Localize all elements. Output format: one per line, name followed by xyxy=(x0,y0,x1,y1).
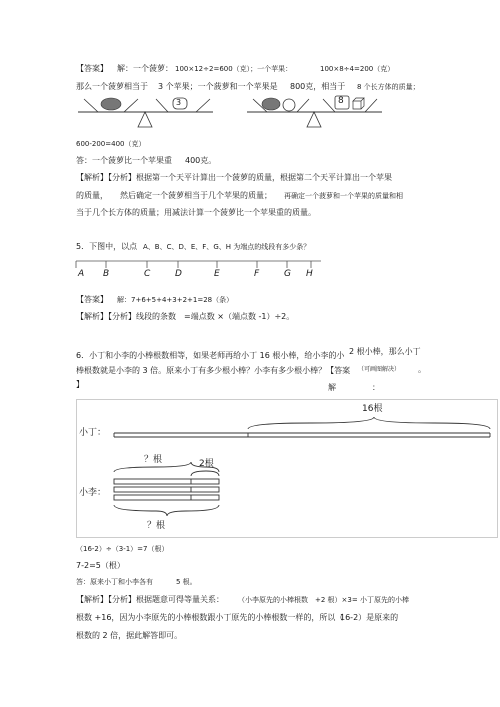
two-brace xyxy=(191,471,219,476)
solution-text: 答：原来小丁和小李各有 xyxy=(76,578,153,586)
li-bar-1 xyxy=(114,479,219,484)
bar-model-shapes xyxy=(76,399,496,536)
answer-label: 【答案】 xyxy=(76,64,108,73)
apple-icon xyxy=(283,99,295,111)
solution-text: 5 根。 xyxy=(176,578,197,586)
point-label-F: F xyxy=(254,269,260,279)
answer-text: 800克，相当于 xyxy=(290,82,346,91)
answer-text: 解：一个菠萝： xyxy=(117,64,173,73)
li-label: 小李： xyxy=(79,488,107,498)
point-label-D: D xyxy=(175,269,182,279)
question-6-text: 棒根数就是小李的 3 倍。原来小丁有多少根小棒？小李有多少根小棒？【答案 xyxy=(76,366,351,375)
question-6-text: 解 xyxy=(328,383,336,392)
question-6-text: 。 xyxy=(418,365,426,374)
answer-text: 那么一个菠萝相当于 xyxy=(76,82,148,91)
li-unknown-label: ？根 xyxy=(144,455,163,465)
two-sticks-label: 2根 xyxy=(199,459,214,469)
answer-text: 100×12÷2=600（克）；一个苹果： xyxy=(175,65,293,73)
question-6-hint: （可画图解决） xyxy=(358,366,401,373)
cuboid-count-label: 8 xyxy=(338,96,344,106)
point-label-H: H xyxy=(306,269,313,279)
balance-scale-2 xyxy=(247,94,382,132)
analysis-text: 然后确定一个菠萝相当于几个苹果的质量； xyxy=(120,191,272,200)
analysis-text: 【解析】【分析】根据第一个天平计算出一个菠萝的质量，根据第二个天平计算出一个苹果 xyxy=(76,173,392,182)
solution-text: （16-2）÷（3-1）=7（根） xyxy=(76,545,169,553)
answer-text: 答：一个菠萝比一个苹果重 xyxy=(76,156,172,165)
point-label-A: A xyxy=(78,269,85,279)
cuboid-icon xyxy=(353,98,364,109)
answer-text: 600-200=400（克） xyxy=(76,140,146,148)
question-6-text: 2 根小棒，那么小丁 xyxy=(349,347,421,356)
answer-text: 100×8÷4=200（克） xyxy=(320,65,395,73)
question-6-text: 】 xyxy=(76,380,84,389)
top-brace-label: 16根 xyxy=(362,404,383,414)
apple-count-label: 3 xyxy=(176,98,182,107)
analysis-text: （小李原先的小棒根数 +2 根）×3= 小丁原先的小棒 xyxy=(238,596,409,604)
pineapple-icon xyxy=(101,98,121,110)
question-5-title: 5．下图中，以点 xyxy=(76,242,138,251)
li-bar-3 xyxy=(114,495,219,500)
bottom-brace xyxy=(114,505,219,516)
pineapple-icon xyxy=(262,98,280,110)
fulcrum xyxy=(138,112,152,127)
point-label-E: E xyxy=(214,269,220,279)
li-bar-2 xyxy=(114,487,219,492)
analysis-text: 16-2）是原来的 xyxy=(340,613,399,622)
answer-label: 【答案】 xyxy=(76,295,108,304)
analysis-text: 根数的 2 倍，据此解答即可。 xyxy=(76,631,183,640)
analysis-text: 再确定一个菠萝和一个苹果的质量和相 xyxy=(284,192,403,200)
analysis-text: 的质量， xyxy=(76,191,108,200)
answer-text: 8 个长方体的质量； xyxy=(357,83,420,91)
analysis-text: 根数 +16，因为小李原先的小棒根数跟小丁原先的小棒根数一样的，所以（ xyxy=(76,613,344,622)
question-6-text: ： xyxy=(372,383,380,392)
analysis-text: 当于几个长方体的质量；用减法计算一个菠萝比一个苹果重的质量。 xyxy=(76,208,316,217)
right-pan xyxy=(323,96,377,112)
question-5-title: A、B、C、D、E、F、G、H 为端点的线段有多少条？ xyxy=(143,243,311,251)
balance-scale-1 xyxy=(78,94,213,132)
question-6-text: 6．小丁和小李的小棒根数相等，如果老师再给小丁 16 根小棒，给小李的小 xyxy=(76,351,345,360)
point-label-C: C xyxy=(144,269,151,279)
top-brace xyxy=(248,417,490,429)
point-label-G: G xyxy=(284,269,291,279)
analysis-text: 【解析】【分析】根据题意可得等量关系： xyxy=(76,595,224,604)
fulcrum xyxy=(307,112,321,127)
solution-text: 7-2=5（根） xyxy=(76,561,125,570)
ding-label: 小丁： xyxy=(79,428,107,438)
answer-text: 400克。 xyxy=(185,156,217,165)
left-pan xyxy=(253,99,309,112)
answer-text: 解：7+6+5+4+3+2+1=28（条） xyxy=(117,296,234,304)
answer-text: 3 个苹果；一个菠萝和一个苹果是 xyxy=(158,82,278,91)
li-total-label: ？根 xyxy=(147,521,166,531)
analysis-text: 【解析】【分析】线段的条数 =端点数 ×（端点数 -1）÷2。 xyxy=(76,312,295,321)
point-label-B: B xyxy=(103,269,110,279)
